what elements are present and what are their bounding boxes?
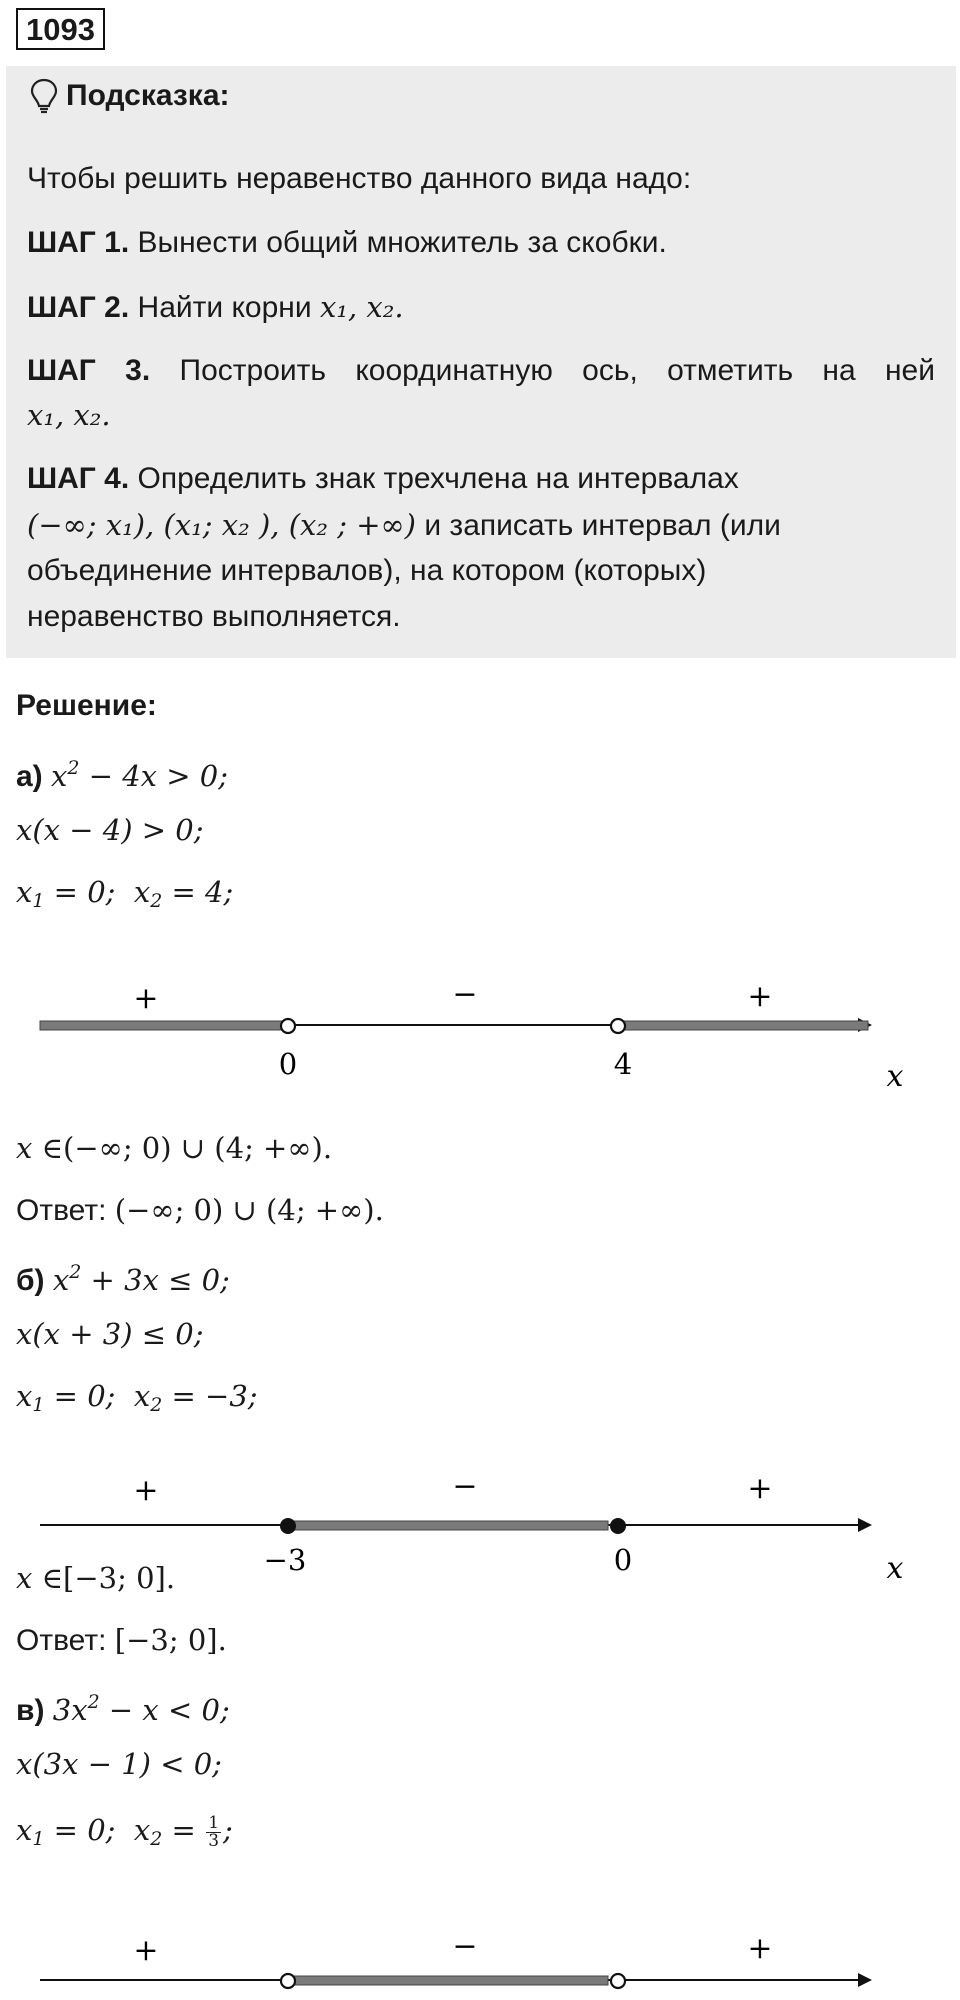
number-line-c <box>0 1930 960 2000</box>
a-expr-2: x(x − 4) > 0; <box>16 813 204 847</box>
c-expr-1-pre: 3x <box>52 1693 88 1727</box>
b-expr-2: x(x + 3) ≤ 0; <box>16 1317 204 1351</box>
sign-plus-right: + <box>747 1931 773 1966</box>
c-root-2-fraction <box>206 1812 221 1851</box>
b-roots: $x_1 = 0$; $x_2 = -3$; <box>16 1379 258 1416</box>
step-2-text: Найти корни <box>137 291 312 324</box>
a-line-3 <box>16 872 233 921</box>
b-answer-label: Ответ: <box>16 1624 107 1657</box>
b-answer <box>16 1620 227 1661</box>
frac-den: 3 <box>208 1830 220 1851</box>
hint-label: Подсказка: <box>66 79 230 112</box>
c-expr-1-rest: − x < 0; <box>108 1693 230 1727</box>
open-point-third <box>611 1974 625 1988</box>
b-expr-2-rest: (x + 3) ≤ 0; <box>32 1317 204 1351</box>
a-expr-2-rest: (x − 4) > 0; <box>32 813 204 847</box>
b-expr-1-rest: + 3x ≤ 0; <box>90 1263 230 1297</box>
c-tag: в) <box>16 1694 45 1727</box>
open-point-4 <box>611 1019 625 1033</box>
tick-0: 0 <box>613 1543 633 1577</box>
b-tag: б) <box>16 1264 45 1297</box>
closed-point-0 <box>610 1518 626 1534</box>
b-line-2 <box>16 1314 204 1355</box>
hint-step-3-line2 <box>27 392 935 439</box>
open-point-0 <box>281 1974 295 1988</box>
step-1-label: ШАГ 1. <box>27 226 130 259</box>
hint-step-4-line2 <box>27 502 935 549</box>
b-root-1: = 0; <box>53 1379 116 1413</box>
tick-minus3: −3 <box>263 1543 307 1577</box>
step-4-text: Определить знак трехчлена на интервалах <box>137 462 739 495</box>
axis-var: x <box>886 1551 904 1586</box>
tick-0: 0 <box>278 1047 298 1081</box>
sign-minus: − <box>452 1929 478 1964</box>
hint-step-3 <box>27 348 935 394</box>
interval-middle <box>292 1521 608 1530</box>
a-answer-label: Ответ: <box>16 1194 107 1227</box>
a-answer-set <box>16 1128 332 1169</box>
interval-left <box>40 1021 286 1030</box>
hint-box <box>6 66 956 658</box>
a-set: (−∞; 0) ∪ (4; +∞). <box>63 1131 333 1165</box>
step-3-label: ШАГ 3. <box>27 354 151 387</box>
step-2-label: ШАГ 2. <box>27 291 130 324</box>
step-4-label: ШАГ 4. <box>27 462 130 495</box>
problem-number: 1093 <box>16 8 105 50</box>
a-root-2: = 4; <box>171 875 234 909</box>
b-line-3 <box>16 1376 258 1425</box>
closed-point-minus3 <box>280 1518 296 1534</box>
c-line-1 <box>16 1682 230 1731</box>
sign-plus-left: + <box>133 1473 159 1508</box>
a-line-1 <box>16 748 228 797</box>
b-x-in: x ∈ <box>16 1561 64 1595</box>
a-line-2 <box>16 810 204 851</box>
c-line-2 <box>16 1744 222 1785</box>
sign-minus: − <box>452 977 478 1012</box>
c-roots: $x_1 = 0$; $x_2$ = <box>16 1813 196 1850</box>
open-point-0 <box>281 1019 295 1033</box>
hint-step-4-line4: неравенство выполняется. <box>27 600 401 633</box>
hint-title <box>30 76 230 116</box>
hint-step-4 <box>27 456 935 502</box>
step-2-math: x₁, x₂. <box>319 290 404 324</box>
frac-num: 1 <box>208 1812 220 1833</box>
a-roots: $x_1 = 0$; $x_2 = 4$; <box>16 875 234 912</box>
interval-right <box>620 1021 868 1030</box>
a-tag: а) <box>16 760 43 793</box>
c-expr-2: x(3x − 1) < 0; <box>16 1747 222 1781</box>
step-4-intervals: (−∞; x₁), (x₁; x₂ ), (x₂ ; +∞) <box>27 508 416 542</box>
a-expr-1: $x^2 - 4x > 0$; <box>51 757 228 793</box>
axis-var: x <box>886 1059 904 1094</box>
number-line-a <box>0 970 960 1094</box>
b-line-1 <box>16 1252 230 1301</box>
step-3-text: Построить координатную ось, отметить на ней <box>179 354 935 387</box>
c-root-1: = 0; <box>53 1813 116 1847</box>
hint-intro: Чтобы решить неравенство данного вида надо: <box>27 162 692 195</box>
b-root-2: = −3; <box>171 1379 258 1413</box>
c-expr-2-rest: (3x − 1) < 0; <box>32 1747 222 1781</box>
hint-step-4-line3: объединение интервалов), на котором (которых) <box>27 554 707 587</box>
solution-heading: Решение: <box>16 689 157 722</box>
tick-4: 4 <box>613 1047 633 1081</box>
b-expr-1: $x^2 + 3x \le 0$; <box>52 1261 230 1297</box>
sign-plus-left: + <box>133 981 159 1016</box>
lightbulb-icon <box>30 78 58 114</box>
a-expr-1-rest: − 4x > 0; <box>88 759 228 793</box>
c-semicolon: ; <box>223 1813 233 1847</box>
sign-plus-right: + <box>747 979 773 1014</box>
step-3-math: x₁, x₂. <box>27 398 111 432</box>
c-line-3 <box>16 1810 233 1859</box>
b-answer-set <box>16 1558 175 1599</box>
b-set: [−3; 0]. <box>63 1561 176 1595</box>
b-answer-value: [−3; 0]. <box>114 1623 227 1657</box>
sign-minus: − <box>452 1469 478 1504</box>
a-answer-value: (−∞; 0) ∪ (4; +∞). <box>114 1193 384 1227</box>
axis-arrow <box>858 1518 872 1532</box>
step-1-text: Вынести общий множитель за скобки. <box>137 226 667 259</box>
a-x-in: x ∈ <box>16 1131 64 1165</box>
axis-arrow <box>858 1973 872 1987</box>
c-expr-1: $3x^2 - x < 0$; <box>52 1691 230 1727</box>
sign-plus-left: + <box>133 1933 159 1968</box>
interval-middle <box>292 1976 608 1985</box>
hint-step-1 <box>27 220 935 266</box>
sign-plus-right: + <box>747 1471 773 1506</box>
a-root-1: = 0; <box>53 875 116 909</box>
step-4-text2: и записать интервал (или <box>424 509 781 542</box>
hint-step-2 <box>27 284 935 331</box>
solution-label <box>16 686 157 726</box>
a-answer <box>16 1190 384 1231</box>
